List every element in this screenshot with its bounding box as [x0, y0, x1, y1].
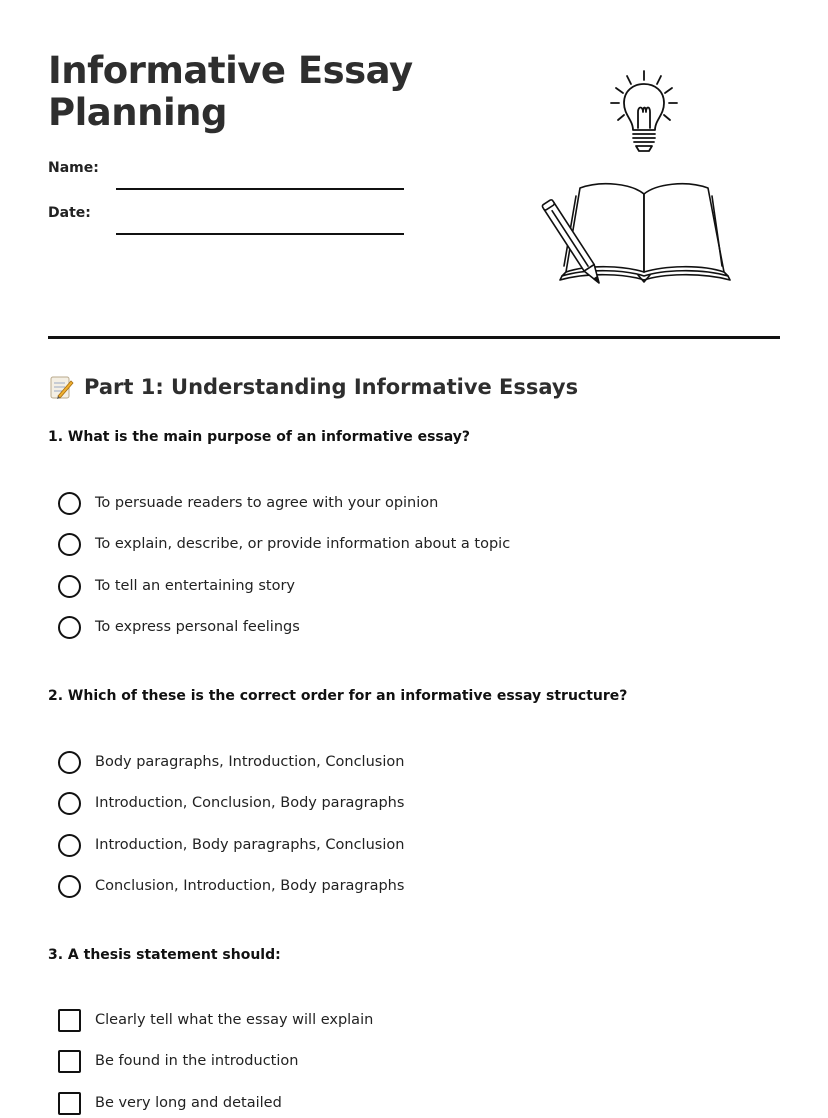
q2-option-3[interactable] — [58, 833, 404, 857]
lightbulb-icon — [606, 68, 682, 156]
date-field — [48, 205, 404, 221]
q1-option-3[interactable] — [58, 574, 295, 598]
name-field — [48, 160, 404, 176]
q2-option-1[interactable] — [58, 750, 404, 774]
radio-button[interactable] — [58, 834, 81, 857]
memo-icon — [48, 374, 74, 400]
date-line[interactable] — [116, 233, 404, 235]
name-line[interactable] — [116, 188, 404, 190]
option-label: To persuade readers to agree with your opinion — [95, 495, 439, 511]
option-label: Introduction, Body paragraphs, Conclusion — [95, 837, 405, 853]
option-label: Be found in the introduction — [95, 1053, 299, 1069]
option-label: To express personal feelings — [95, 619, 300, 635]
question-3: 3. A thesis statement should: — [48, 947, 281, 963]
q2-option-4[interactable] — [58, 874, 404, 898]
q2-option-2[interactable] — [58, 791, 404, 815]
option-label: To explain, describe, or provide information about a topic — [95, 536, 511, 552]
part1-heading — [48, 374, 578, 400]
radio-button[interactable] — [58, 533, 81, 556]
radio-button[interactable] — [58, 751, 81, 774]
question-1: 1. What is the main purpose of an informative essay? — [48, 429, 470, 445]
question-2: 2. Which of these is the correct order for an informative essay structure? — [48, 688, 628, 704]
part1-title: Part 1: Understanding Informative Essays — [84, 375, 579, 399]
date-label: Date: — [48, 205, 91, 221]
q1-option-2[interactable] — [58, 532, 510, 556]
option-label: Body paragraphs, Introduction, Conclusion — [95, 754, 405, 770]
radio-button[interactable] — [58, 875, 81, 898]
radio-button[interactable] — [58, 492, 81, 515]
q1-option-4[interactable] — [58, 615, 300, 639]
q3-option-2[interactable] — [58, 1049, 298, 1073]
radio-button[interactable] — [58, 792, 81, 815]
q3-option-1[interactable] — [58, 1008, 373, 1032]
option-label: To tell an entertaining story — [95, 578, 295, 594]
name-label: Name: — [48, 160, 99, 176]
q1-option-1[interactable] — [58, 491, 438, 515]
page-title: Informative Essay Planning — [48, 49, 413, 134]
checkbox[interactable] — [58, 1050, 81, 1073]
section-divider — [48, 336, 780, 339]
checkbox[interactable] — [58, 1009, 81, 1032]
radio-button[interactable] — [58, 575, 81, 598]
radio-button[interactable] — [58, 616, 81, 639]
option-label: Clearly tell what the essay will explain — [95, 1012, 374, 1028]
open-book-with-pencil-icon — [540, 176, 732, 288]
option-label: Conclusion, Introduction, Body paragraphs — [95, 878, 405, 894]
q3-option-3[interactable] — [58, 1091, 282, 1115]
option-label: Be very long and detailed — [95, 1095, 282, 1111]
checkbox[interactable] — [58, 1092, 81, 1115]
option-label: Introduction, Conclusion, Body paragraphs — [95, 795, 405, 811]
